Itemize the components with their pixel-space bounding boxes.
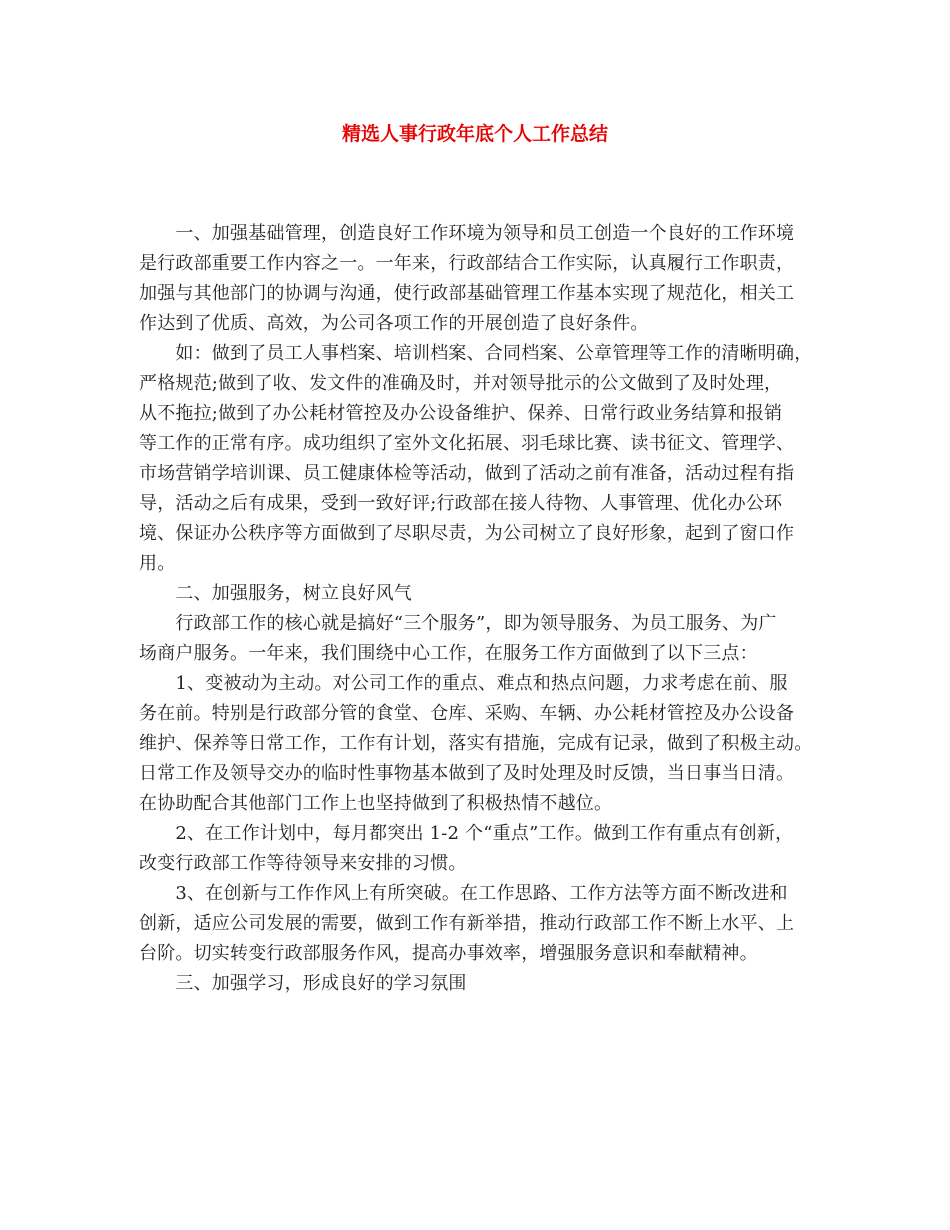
text-line: 严格规范;做到了收、发文件的准确及时，并对领导批示的公文做到了及时处理， xyxy=(139,373,783,394)
text-line: 如：做到了员工人事档案、培训档案、合同档案、公章管理等工作的清晰明确， xyxy=(139,343,813,364)
text-line: 务在前。特别是行政部分管的食堂、仓库、采购、车辆、办公耗材管控及办公设备 xyxy=(139,703,795,724)
text-line: 2、在工作计划中，每月都突出 1-2 个“重点”工作。做到工作有重点有创新， xyxy=(139,823,794,844)
text-line: 维护、保养等日常工作，工作有计划，落实有措施，完成有记录，做到了积极主动。 xyxy=(139,733,813,754)
text-line: 境、保证办公秩序等方面做到了尽职尽责，为公司树立了良好形象，起到了窗口作 xyxy=(139,523,795,544)
text-line: 作达到了优质、高效，为公司各项工作的开展创造了良好条件。 xyxy=(139,313,649,334)
text-line: 等工作的正常有序。成功组织了室外文化拓展、羽毛球比赛、读书征文、管理学、 xyxy=(139,433,795,454)
text-line: 1、变被动为主动。对公司工作的重点、难点和热点问题，力求考虑在前、服 xyxy=(139,673,788,694)
text-line: 导，活动之后有成果，受到一致好评;行政部在接人待物、人事管理、优化办公环 xyxy=(139,493,783,514)
text-line: 一、加强基础管理，创造良好工作环境为领导和员工创造一个良好的工作环境 xyxy=(139,223,795,244)
document-body xyxy=(139,219,812,999)
text-line: 加强与其他部门的协调与沟通，使行政部基础管理工作基本实现了规范化，相关工 xyxy=(139,283,795,304)
section-heading: 三、加强学习，形成良好的学习氛围 xyxy=(139,973,467,994)
text-line: 改变行政部工作等待领导来安排的习惯。 xyxy=(139,853,467,874)
text-line: 从不拖拉;做到了办公耗材管控及办公设备维护、保养、日常行政业务结算和报销 xyxy=(139,403,783,424)
text-line: 3、在创新与工作作风上有所突破。在工作思路、工作方法等方面不断改进和 xyxy=(139,883,788,904)
page-title: 精选人事行政年底个人工作总结 xyxy=(341,123,608,145)
text-line: 日常工作及领导交办的临时性事物基本做到了及时处理及时反馈，当日事当日清。 xyxy=(139,763,795,784)
text-line: 台阶。切实转变行政部服务作风，提高办事效率，增强服务意识和奉献精神。 xyxy=(139,943,758,964)
text-line: 场商户服务。一年来，我们围绕中心工作，在服务工作方面做到了以下三点： xyxy=(139,643,758,664)
text-line: 创新，适应公司发展的需要，做到工作有新举措，推动行政部工作不断上水平、上 xyxy=(139,913,795,934)
text-line: 是行政部重要工作内容之一。一年来，行政部结合工作实际，认真履行工作职责， xyxy=(139,253,795,274)
section-heading: 二、加强服务，树立良好风气 xyxy=(139,583,412,604)
text-line: 在协助配合其他部门工作上也坚持做到了积极热情不越位。 xyxy=(139,793,613,814)
text-line: 行政部工作的核心就是搞好“三个服务”，即为领导服务、为员工服务、为广 xyxy=(139,613,777,634)
text-line: 市场营销学培训课、员工健康体检等活动，做到了活动之前有准备，活动过程有指 xyxy=(139,463,795,484)
text-line: 用。 xyxy=(139,553,176,574)
